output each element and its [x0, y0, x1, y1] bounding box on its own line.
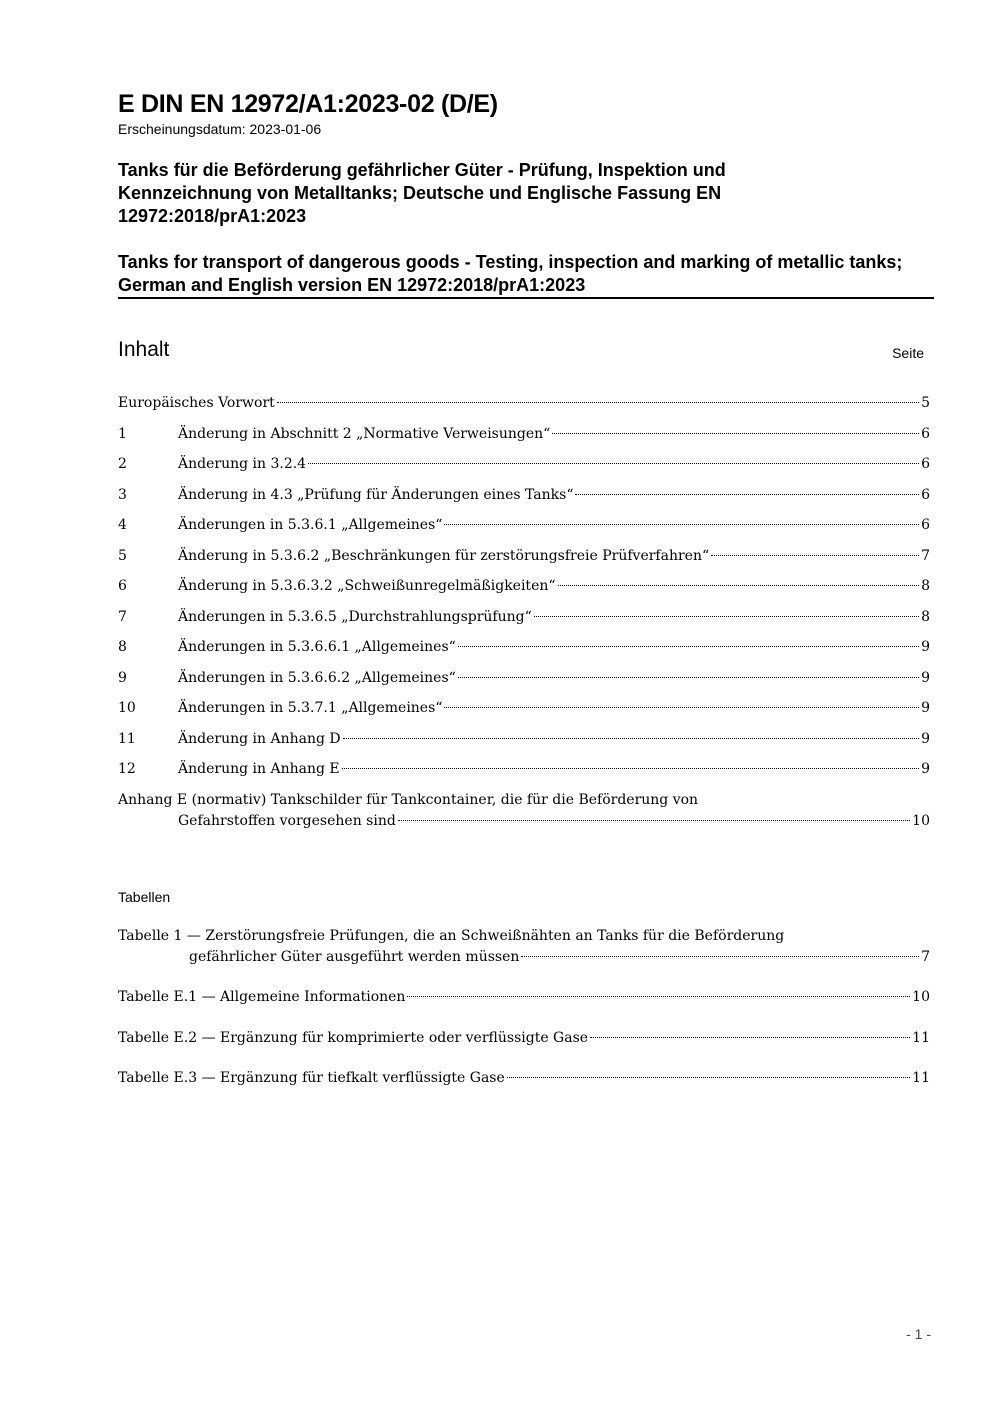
table-list-entry[interactable]: [189, 949, 930, 970]
toc-entry-label: Änderungen in 5.3.6.6.2 „Allgemeines“: [178, 670, 456, 686]
leader-dots: [398, 820, 910, 821]
toc-entry-page: 6: [921, 487, 930, 503]
toc-entry-page: 7: [921, 548, 930, 564]
leader-dots: [343, 738, 919, 739]
toc-entry-label: Tabelle E.2 — Ergänzung für komprimierte oder verflüssigte Gase: [118, 1030, 589, 1046]
toc-annex-line1[interactable]: Anhang E (normativ) Tankschilder für Tankcontainer, die für die Beförderung von: [118, 792, 699, 808]
toc-entry[interactable]: [118, 639, 930, 660]
toc-entry-number: 9: [118, 670, 127, 686]
leader-dots: [507, 1077, 910, 1078]
leader-dots: [521, 956, 919, 957]
publication-date: Erscheinungsdatum: 2023-01-06: [118, 121, 322, 137]
footer-page-number: - 1 -: [906, 1326, 931, 1342]
toc-entry[interactable]: [118, 548, 930, 569]
title-divider: [118, 297, 934, 299]
toc-entry-page: 10: [912, 813, 930, 829]
toc-entry[interactable]: [118, 517, 930, 538]
toc-entry-number: 11: [118, 731, 136, 747]
toc-entry[interactable]: [118, 487, 930, 508]
toc-entry-label: Gefahrstoffen vorgesehen sind: [178, 813, 396, 829]
toc-entry[interactable]: [118, 700, 930, 721]
toc-entry-page: 6: [921, 517, 930, 533]
toc-entry-label: Änderung in 4.3 „Prüfung für Änderungen eines Tanks“: [178, 487, 574, 503]
toc-entry[interactable]: [118, 670, 930, 691]
leader-dots: [444, 524, 919, 525]
leader-dots: [458, 677, 919, 678]
toc-entry-page: 5: [921, 395, 930, 411]
leader-dots: [458, 646, 919, 647]
table-list-entry[interactable]: [118, 1030, 930, 1051]
leader-dots: [407, 996, 910, 997]
toc-entry-number: 2: [118, 456, 127, 472]
leader-dots: [444, 707, 919, 708]
toc-entry-label: gefährlicher Güter ausgeführt werden müssen: [189, 949, 520, 965]
toc-entry-page: 11: [912, 1070, 930, 1086]
toc-entry-page: 9: [921, 731, 930, 747]
table-list-entry[interactable]: [118, 1070, 930, 1091]
toc-entry-label: Europäisches Vorwort: [118, 395, 275, 411]
toc-entry-label: Änderungen in 5.3.6.5 „Durchstrahlungsprüfung“: [178, 609, 532, 625]
leader-dots: [277, 402, 919, 403]
toc-entry-page: 11: [912, 1030, 930, 1046]
toc-entry[interactable]: [118, 578, 930, 599]
leader-dots: [711, 555, 919, 556]
toc-entry-label: Änderungen in 5.3.6.6.1 „Allgemeines“: [178, 639, 456, 655]
toc-entry-label: Tabelle E.3 — Ergänzung für tiefkalt verflüssigte Gase: [118, 1070, 505, 1086]
leader-dots: [575, 494, 919, 495]
leader-dots: [308, 463, 919, 464]
toc-entry-number: 10: [118, 700, 136, 716]
leader-dots: [590, 1037, 910, 1038]
toc-entry-number: 3: [118, 487, 127, 503]
toc-entry-number: 7: [118, 609, 127, 625]
toc-entry-label: Änderung in Anhang D: [178, 731, 341, 747]
leader-dots: [558, 585, 920, 586]
toc-entry-number: 4: [118, 517, 127, 533]
toc-entry-number: 12: [118, 761, 136, 777]
toc-entry-page: 8: [921, 578, 930, 594]
toc-entry-annex[interactable]: [178, 813, 930, 834]
toc-entry-label: Änderung in 5.3.6.2 „Beschränkungen für zerstörungsfreie Prüfverfahren“: [178, 548, 710, 564]
leader-dots: [552, 433, 919, 434]
toc-entry-page: 9: [921, 761, 930, 777]
toc-entry-page: 9: [921, 700, 930, 716]
toc-entry-page: 6: [921, 456, 930, 472]
toc-heading: Inhalt: [118, 338, 170, 361]
table-list-entry-line1[interactable]: Tabelle 1 — Zerstörungsfreie Prüfungen, die an Schweißnähten an Tanks für die Beförderung: [118, 928, 785, 944]
toc-entry-page: 8: [921, 609, 930, 625]
leader-dots: [342, 768, 919, 769]
toc-entry-page: 7: [921, 949, 930, 965]
document-id: E DIN EN 12972/A1:2023-02 (D/E): [118, 90, 498, 118]
toc-entry-label: Änderung in Anhang E: [178, 761, 340, 777]
toc-entry[interactable]: [118, 609, 930, 630]
toc-entry-page: 9: [921, 639, 930, 655]
toc-entry[interactable]: [118, 426, 930, 447]
toc-entry-number: 6: [118, 578, 127, 594]
toc-entry-number: 1: [118, 426, 127, 442]
toc-entry-page: 9: [921, 670, 930, 686]
toc-entry-label: Änderungen in 5.3.7.1 „Allgemeines“: [178, 700, 443, 716]
toc-entry-label: Änderung in 3.2.4: [178, 456, 307, 472]
toc-entry-foreword[interactable]: [118, 395, 930, 416]
toc-entry[interactable]: [118, 761, 930, 782]
toc-entry-label: Änderungen in 5.3.6.1 „Allgemeines“: [178, 517, 443, 533]
leader-dots: [534, 616, 919, 617]
toc-entry-page: 6: [921, 426, 930, 442]
title-english: Tanks for transport of dangerous goods - Testing, inspection and marking of metallic tanks; German and English version EN 12972:2018/prA1:2023: [118, 252, 903, 295]
toc-entry-number: 5: [118, 548, 127, 564]
toc-entry[interactable]: [118, 731, 930, 752]
toc-entry-page: 10: [912, 989, 930, 1005]
page-column-label: Seite: [892, 345, 924, 361]
table-list-entry[interactable]: [118, 989, 930, 1010]
toc-entry-label: Änderung in Abschnitt 2 „Normative Verweisungen“: [178, 426, 551, 442]
toc-entry-label: Tabelle E.1 — Allgemeine Informationen: [118, 989, 406, 1005]
title-german: Tanks für die Beförderung gefährlicher Güter - Prüfung, Inspektion und Kennzeichnung von Metalltanks; Deutsche und Englische Fassung EN 12972:2018/prA1:2023: [118, 160, 726, 226]
toc-entry[interactable]: [118, 456, 930, 477]
toc-entry-number: 8: [118, 639, 127, 655]
toc-entry-label: Änderung in 5.3.6.3.2 „Schweißunregelmäßigkeiten“: [178, 578, 556, 594]
tables-heading: Tabellen: [118, 889, 171, 905]
